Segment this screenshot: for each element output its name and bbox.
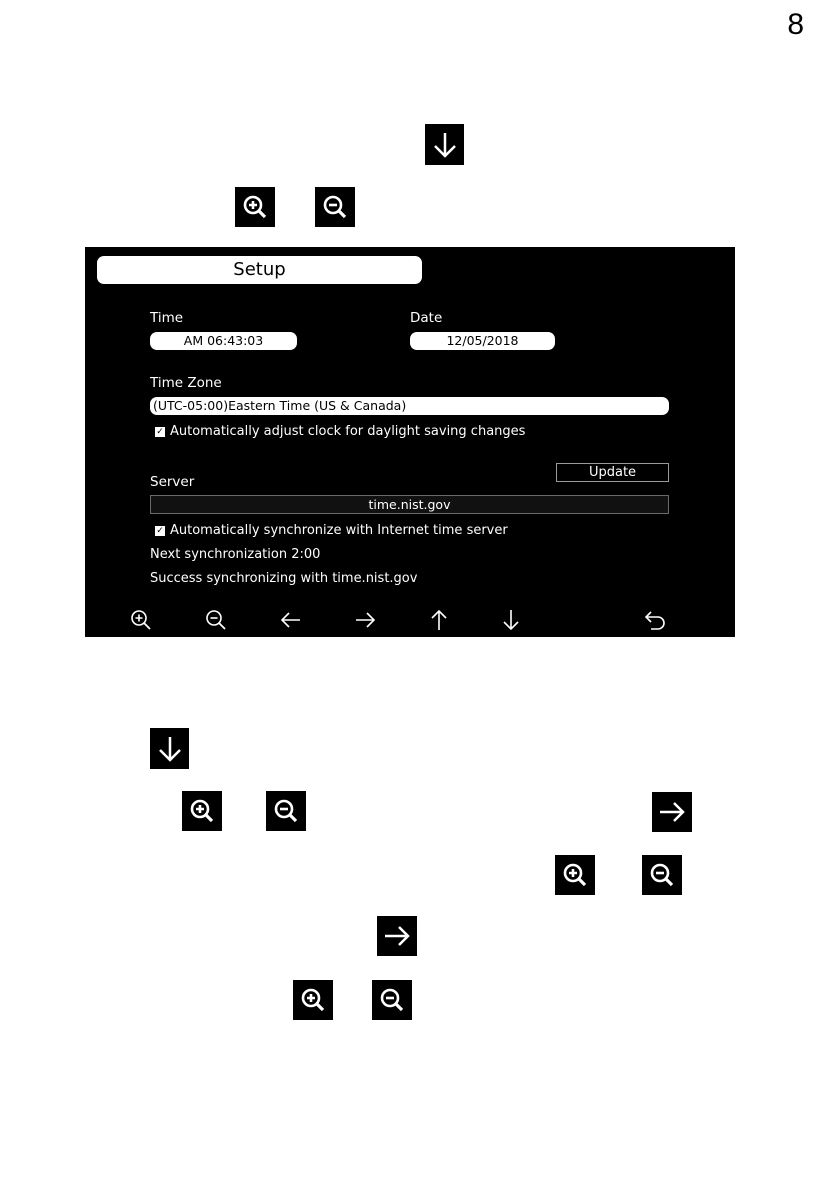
date-label: Date bbox=[410, 310, 443, 326]
date-field[interactable]: 12/05/2018 bbox=[410, 332, 555, 350]
arrow-down-icon[interactable] bbox=[499, 608, 523, 632]
time-field[interactable]: AM 06:43:03 bbox=[150, 332, 297, 350]
zoom-in-icon bbox=[235, 187, 275, 227]
dst-checkbox[interactable]: ✓ bbox=[156, 427, 164, 437]
server-field[interactable]: time.nist.gov bbox=[150, 495, 669, 514]
timezone-field[interactable]: (UTC-05:00)Eastern Time (US & Canada) bbox=[150, 397, 669, 415]
arrow-left-icon[interactable] bbox=[279, 608, 303, 632]
time-label: Time bbox=[150, 310, 184, 326]
page-number: 8 bbox=[787, 8, 804, 41]
sync-checkbox[interactable]: ✓ bbox=[156, 526, 164, 536]
arrow-right-icon bbox=[652, 792, 692, 832]
arrow-right-icon bbox=[377, 916, 417, 956]
update-button[interactable]: Update bbox=[556, 463, 669, 482]
screen-title: Setup bbox=[97, 256, 422, 284]
arrow-right-icon[interactable] bbox=[353, 608, 377, 632]
arrow-down-icon bbox=[150, 728, 189, 769]
setup-screen bbox=[85, 247, 735, 637]
timezone-label: Time Zone bbox=[150, 375, 222, 391]
arrow-down-icon bbox=[425, 124, 464, 165]
zoom-in-icon bbox=[293, 980, 333, 1020]
server-label: Server bbox=[150, 474, 195, 490]
zoom-in-icon bbox=[555, 855, 595, 895]
zoom-out-icon bbox=[642, 855, 682, 895]
zoom-in-icon[interactable] bbox=[129, 608, 153, 632]
return-icon[interactable] bbox=[643, 608, 667, 632]
zoom-out-icon bbox=[266, 791, 306, 831]
arrow-up-icon[interactable] bbox=[427, 608, 451, 632]
zoom-out-icon bbox=[315, 187, 355, 227]
sync-checkbox-label: Automatically synchronize with Internet time server bbox=[170, 523, 508, 538]
zoom-out-icon[interactable] bbox=[204, 608, 228, 632]
next-sync-text: Next synchronization 2:00 bbox=[150, 547, 321, 562]
dst-checkbox-label: Automatically adjust clock for daylight saving changes bbox=[170, 424, 526, 439]
zoom-in-icon bbox=[182, 791, 222, 831]
zoom-out-icon bbox=[372, 980, 412, 1020]
success-text: Success synchronizing with time.nist.gov bbox=[150, 571, 418, 586]
